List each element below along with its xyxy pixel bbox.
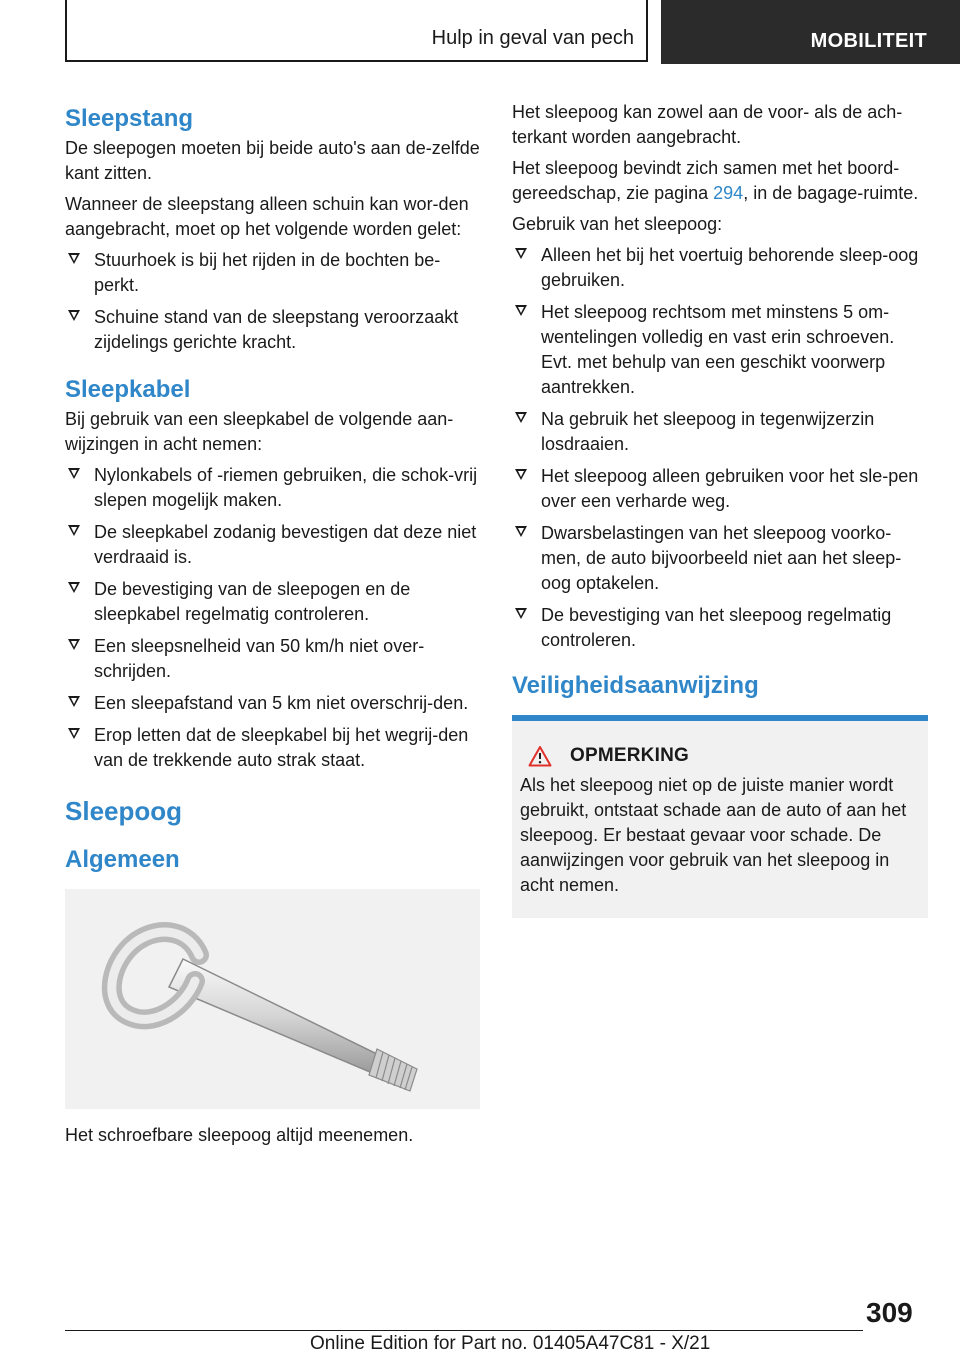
heading-sleepstang: Sleepstang — [65, 105, 194, 132]
list-item: Stuurhoek is bij het rijden in de bochten be-perkt. — [65, 248, 480, 298]
triangle-bullet-icon — [68, 696, 80, 707]
page-reference-link[interactable]: 294 — [713, 183, 744, 203]
figure-caption: Het schroefbare sleepoog altijd meenemen. — [65, 1125, 414, 1145]
triangle-bullet-icon — [68, 310, 80, 321]
chapter-tab — [661, 0, 960, 64]
list-item: Erop letten dat de sleepkabel bij het wegrij-den van de trekkende auto strak staat. — [65, 723, 480, 773]
list-item: De bevestiging van het sleepoog regelmatig controleren. — [512, 603, 928, 653]
triangle-bullet-icon — [515, 526, 527, 537]
right-column — [512, 100, 928, 918]
list-item: De sleepkabel zodanig bevestigen dat deze niet verdraaid is. — [65, 520, 480, 570]
paragraph: Bij gebruik van een sleepkabel de volgende aan-wijzingen in acht nemen: — [65, 409, 454, 454]
warning-title: OPMERKING — [520, 745, 920, 767]
triangle-bullet-icon — [68, 728, 80, 739]
list-item: De bevestiging van de sleepogen en de sleepkabel regelmatig controleren. — [65, 577, 480, 627]
bullet-list-sleepoog — [512, 243, 928, 653]
triangle-bullet-icon — [68, 253, 80, 264]
list-item: Een sleepafstand van 5 km niet overschrij-den. — [65, 691, 480, 716]
triangle-bullet-icon — [515, 248, 527, 259]
warning-box — [512, 715, 928, 918]
triangle-bullet-icon — [515, 305, 527, 316]
chapter-tab-label: MOBILITEIT — [810, 30, 927, 52]
paragraph: Het sleepoog kan zowel aan de voor- als de ach-terkant worden aangebracht. — [512, 102, 903, 147]
triangle-bullet-icon — [515, 469, 527, 480]
list-item: Na gebruik het sleepoog in tegenwijzerzin losdraaien. — [512, 407, 928, 457]
header-section-box — [65, 0, 648, 62]
heading-sleepkabel: Sleepkabel — [65, 376, 191, 403]
tow-eye-illustration — [65, 889, 480, 1109]
triangle-bullet-icon — [68, 468, 80, 479]
bullet-list-sleepstang — [65, 248, 480, 355]
paragraph: Het sleepoog bevindt zich samen met het boord-gereedschap, zie pagina 294, in de bagage-ruimte. — [512, 158, 919, 203]
list-item: Het sleepoog alleen gebruiken voor het sle-pen over een verharde weg. — [512, 464, 928, 514]
triangle-bullet-icon — [515, 608, 527, 619]
heading-sleepoog: Sleepoog — [65, 796, 183, 826]
paragraph: De sleepogen moeten bij beide auto's aan de-zelfde kant zitten. — [65, 138, 480, 183]
list-item: Het sleepoog rechtsom met minstens 5 om-wentelingen volledig en vast erin schroeven. Evt. met behulp van een geschikt voorwerp aantrekken. — [512, 300, 928, 400]
page-number: 309 — [866, 1297, 913, 1328]
tow-eye-icon — [65, 889, 480, 1109]
left-column — [65, 100, 480, 1154]
section-title: Hulp in geval van pech — [431, 27, 634, 49]
triangle-bullet-icon — [68, 525, 80, 536]
heading-veiligheidsaanwijzing: Veiligheidsaanwijzing — [512, 672, 759, 699]
list-item: Schuine stand van de sleepstang veroorzaakt zijdelings gerichte kracht. — [65, 305, 480, 355]
triangle-bullet-icon — [515, 412, 527, 423]
warning-text: Als het sleepoog niet op de juiste manier wordt gebruikt, ontstaat schade aan de auto of aan het sleepoog. Er bestaat gevaar voor schade. De aanwijzingen voor gebruik van het sleepoog in acht nemen. — [520, 775, 907, 895]
edition-note: Online Edition for Part no. 01405A47C81 - X/21 — [310, 1333, 711, 1354]
heading-algemeen: Algemeen — [65, 846, 180, 873]
bullet-list-sleepkabel — [65, 463, 480, 773]
paragraph: Wanneer de sleepstang alleen schuin kan wor-den aangebracht, moet op het volgende worden gelet: — [65, 194, 469, 239]
list-item: Dwarsbelastingen van het sleepoog voorko-men, de auto bijvoorbeeld niet aan het sleep-oog optakelen. — [512, 521, 928, 596]
list-item: Een sleepsnelheid van 50 km/h niet over-schrijden. — [65, 634, 480, 684]
triangle-bullet-icon — [68, 639, 80, 650]
warning-triangle-icon — [528, 745, 552, 767]
triangle-bullet-icon — [68, 582, 80, 593]
list-item: Nylonkabels of -riemen gebruiken, die schok-vrij slepen mogelijk maken. — [65, 463, 480, 513]
footer-divider — [65, 1330, 863, 1331]
list-item: Alleen het bij het voertuig behorende sleep-oog gebruiken. — [512, 243, 928, 293]
paragraph: Gebruik van het sleepoog: — [512, 214, 723, 234]
